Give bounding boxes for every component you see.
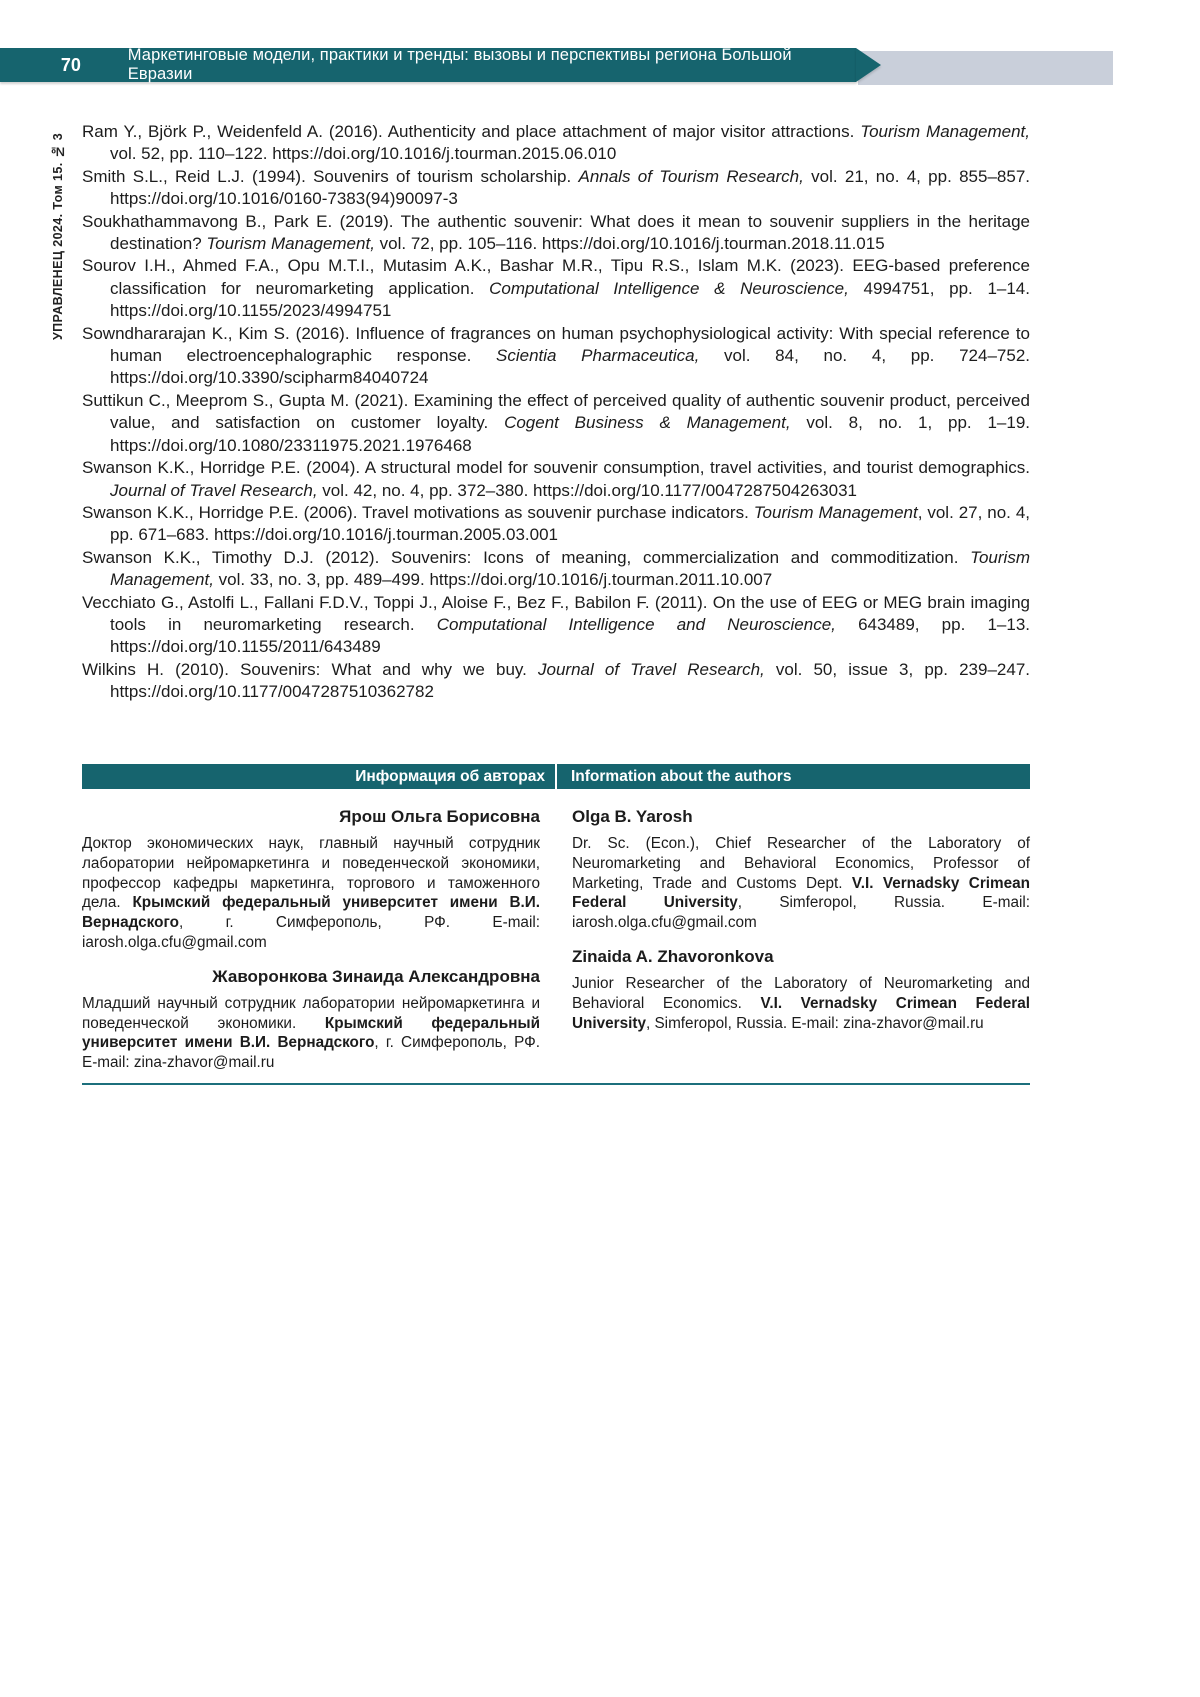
reference-entry: Swanson K.K., Horridge P.E. (2006). Travel motivations as souvenir purchase indicators. Tourism Management, vol. 27, no. 4, pp. 671–683. https://doi.org/10.1016/j.tourman.2005.03.001 <box>82 502 1030 545</box>
author-bio-ru: Младший научный сотрудник лаборатории нейромаркетинга и поведенческой экономики. Крымский федеральный университет имени В.И. Вернадского, г. Симферополь, РФ. E-mail: zina-zhavor@mail.ru <box>82 994 540 1072</box>
authors-header-ru: Информация об авторах <box>82 764 557 789</box>
page-number: 70 <box>60 54 81 75</box>
reference-entry: Vecchiato G., Astolfi L., Fallani F.D.V., Toppi J., Aloise F., Bez F., Babilon F. (2011). On the use of EEG or MEG brain imaging tools in neuromarketing research. Computational Intelligence and Neuroscience, 643489, pp. 1–13. https://doi.org/10.1155/2011/643489 <box>82 592 1031 657</box>
reference-entry: Suttikun C., Meeprom S., Gupta M. (2021). Examining the effect of perceived quality of authentic souvenir product, perceived value, and satisfaction on customer loyalty. Cogent Business & Management, vol. 8, no. 1, pp. 1–19. https://doi.org/10.1080/23311975.2021.1976468 <box>82 390 1030 455</box>
authors-column-ru <box>82 793 540 1073</box>
journal-spine-text: УПРАВЛЕНЕЦ 2024. Том 15. № 3 <box>51 132 65 340</box>
authors-section-header <box>82 764 1030 789</box>
author-name-ru: Жаворонкова Зинаида Александровна <box>212 966 540 986</box>
references-list <box>82 121 1030 704</box>
authors-section <box>82 764 1030 1073</box>
reference-entry: Soukhathammavong B., Park E. (2019). The authentic souvenir: What does it mean to souvenir suppliers in the heritage destination? Tourism Management, vol. 72, pp. 105–116. https://doi.org/10.1016/j.tourman.2018.11.015 <box>82 211 1030 254</box>
bottom-divider-rule <box>82 1083 1030 1085</box>
author-bio-en: Dr. Sc. (Econ.), Chief Researcher of the Laboratory of Neuromarketing and Behavioral Economics, Professor of Marketing, Trade and Customs Dept. V.I. Vernadsky Crimean Federal University, Simferopol, Russia. E-mail: iarosh.olga.cfu@gmail.com <box>572 835 1030 932</box>
running-title: Маркетинговые модели, практики и тренды: вызовы и перспективы региона Большой Евразии <box>127 46 792 83</box>
author-bio-en: Junior Researcher of the Laboratory of Neuromarketing and Behavioral Economics. V.I. Vernadsky Crimean Federal University, Simferopol, Russia. E-mail: zina-zhavor@mail.ru <box>572 974 1030 1032</box>
reference-entry: Wilkins H. (2010). Souvenirs: What and why we buy. Journal of Travel Research, vol. 50, issue 3, pp. 239–247. https://doi.org/10.1177/0047287510362782 <box>82 659 1030 702</box>
authors-header-en: Information about the authors <box>571 768 792 785</box>
reference-entry: Sourov I.H., Ahmed F.A., Opu M.T.I., Mutasim A.K., Bashar M.R., Tipu R.S., Islam M.K. (2023). EEG-based preference classification for neuromarketing application. Computational Intelligence & Neuroscience, 4994751, pp. 1–14. https://doi.org/10.1155/2023/4994751 <box>82 256 1030 321</box>
header-gray-tail <box>858 51 1113 85</box>
header-teal-band <box>0 48 856 82</box>
authors-column-en <box>572 793 1030 1073</box>
author-name-en: Zinaida A. Zhavoronkova <box>572 946 774 966</box>
author-name-ru: Ярош Ольга Борисовна <box>339 807 540 826</box>
reference-entry: Smith S.L., Reid L.J. (1994). Souvenirs of tourism scholarship. Annals of Tourism Research, vol. 21, no. 4, pp. 855–857. https://doi.org/10.1016/0160-7383(94)90097-3 <box>82 166 1031 209</box>
reference-entry: Sowndhararajan K., Kim S. (2016). Influence of fragrances on human psychophysiological activity: With special reference to human electroencephalographic response. Scientia Pharmaceutica, vol. 84, no. 4, pp. 724–752. https://doi.org/10.3390/scipharm84040724 <box>82 323 1030 388</box>
reference-entry: Ram Y., Björk P., Weidenfeld A. (2016). Authenticity and place attachment of major visitor attractions. Tourism Management, vol. 52, pp. 110–122. https://doi.org/10.1016/j.tourman.2015.06.010 <box>82 122 1030 164</box>
reference-entry: Swanson K.K., Timothy D.J. (2012). Souvenirs: Icons of meaning, commercialization and commoditization. Tourism Management, vol. 33, no. 3, pp. 489–499. https://doi.org/10.1016/j.tourman.2011.10.007 <box>82 547 1030 590</box>
header-arrow-shape <box>856 48 881 82</box>
author-bio-ru: Доктор экономических наук, главный научный сотрудник лаборатории нейромаркетинга и поведенческой экономики, профессор кафедры маркетинга, торгового и таможенного дела. Крымский федеральный университет имени В.И. Вернадского, г. Симферополь, РФ. E-mail: iarosh.olga.cfu@gmail.com <box>82 835 541 951</box>
reference-entry: Swanson K.K., Horridge P.E. (2004). A structural model for souvenir consumption, travel activities, and tourist demographics. Journal of Travel Research, vol. 42, no. 4, pp. 372–380. https://doi.org/10.1177/0047287504263031 <box>82 458 1030 500</box>
author-name-en: Olga B. Yarosh <box>572 807 693 826</box>
running-header <box>0 48 1200 88</box>
